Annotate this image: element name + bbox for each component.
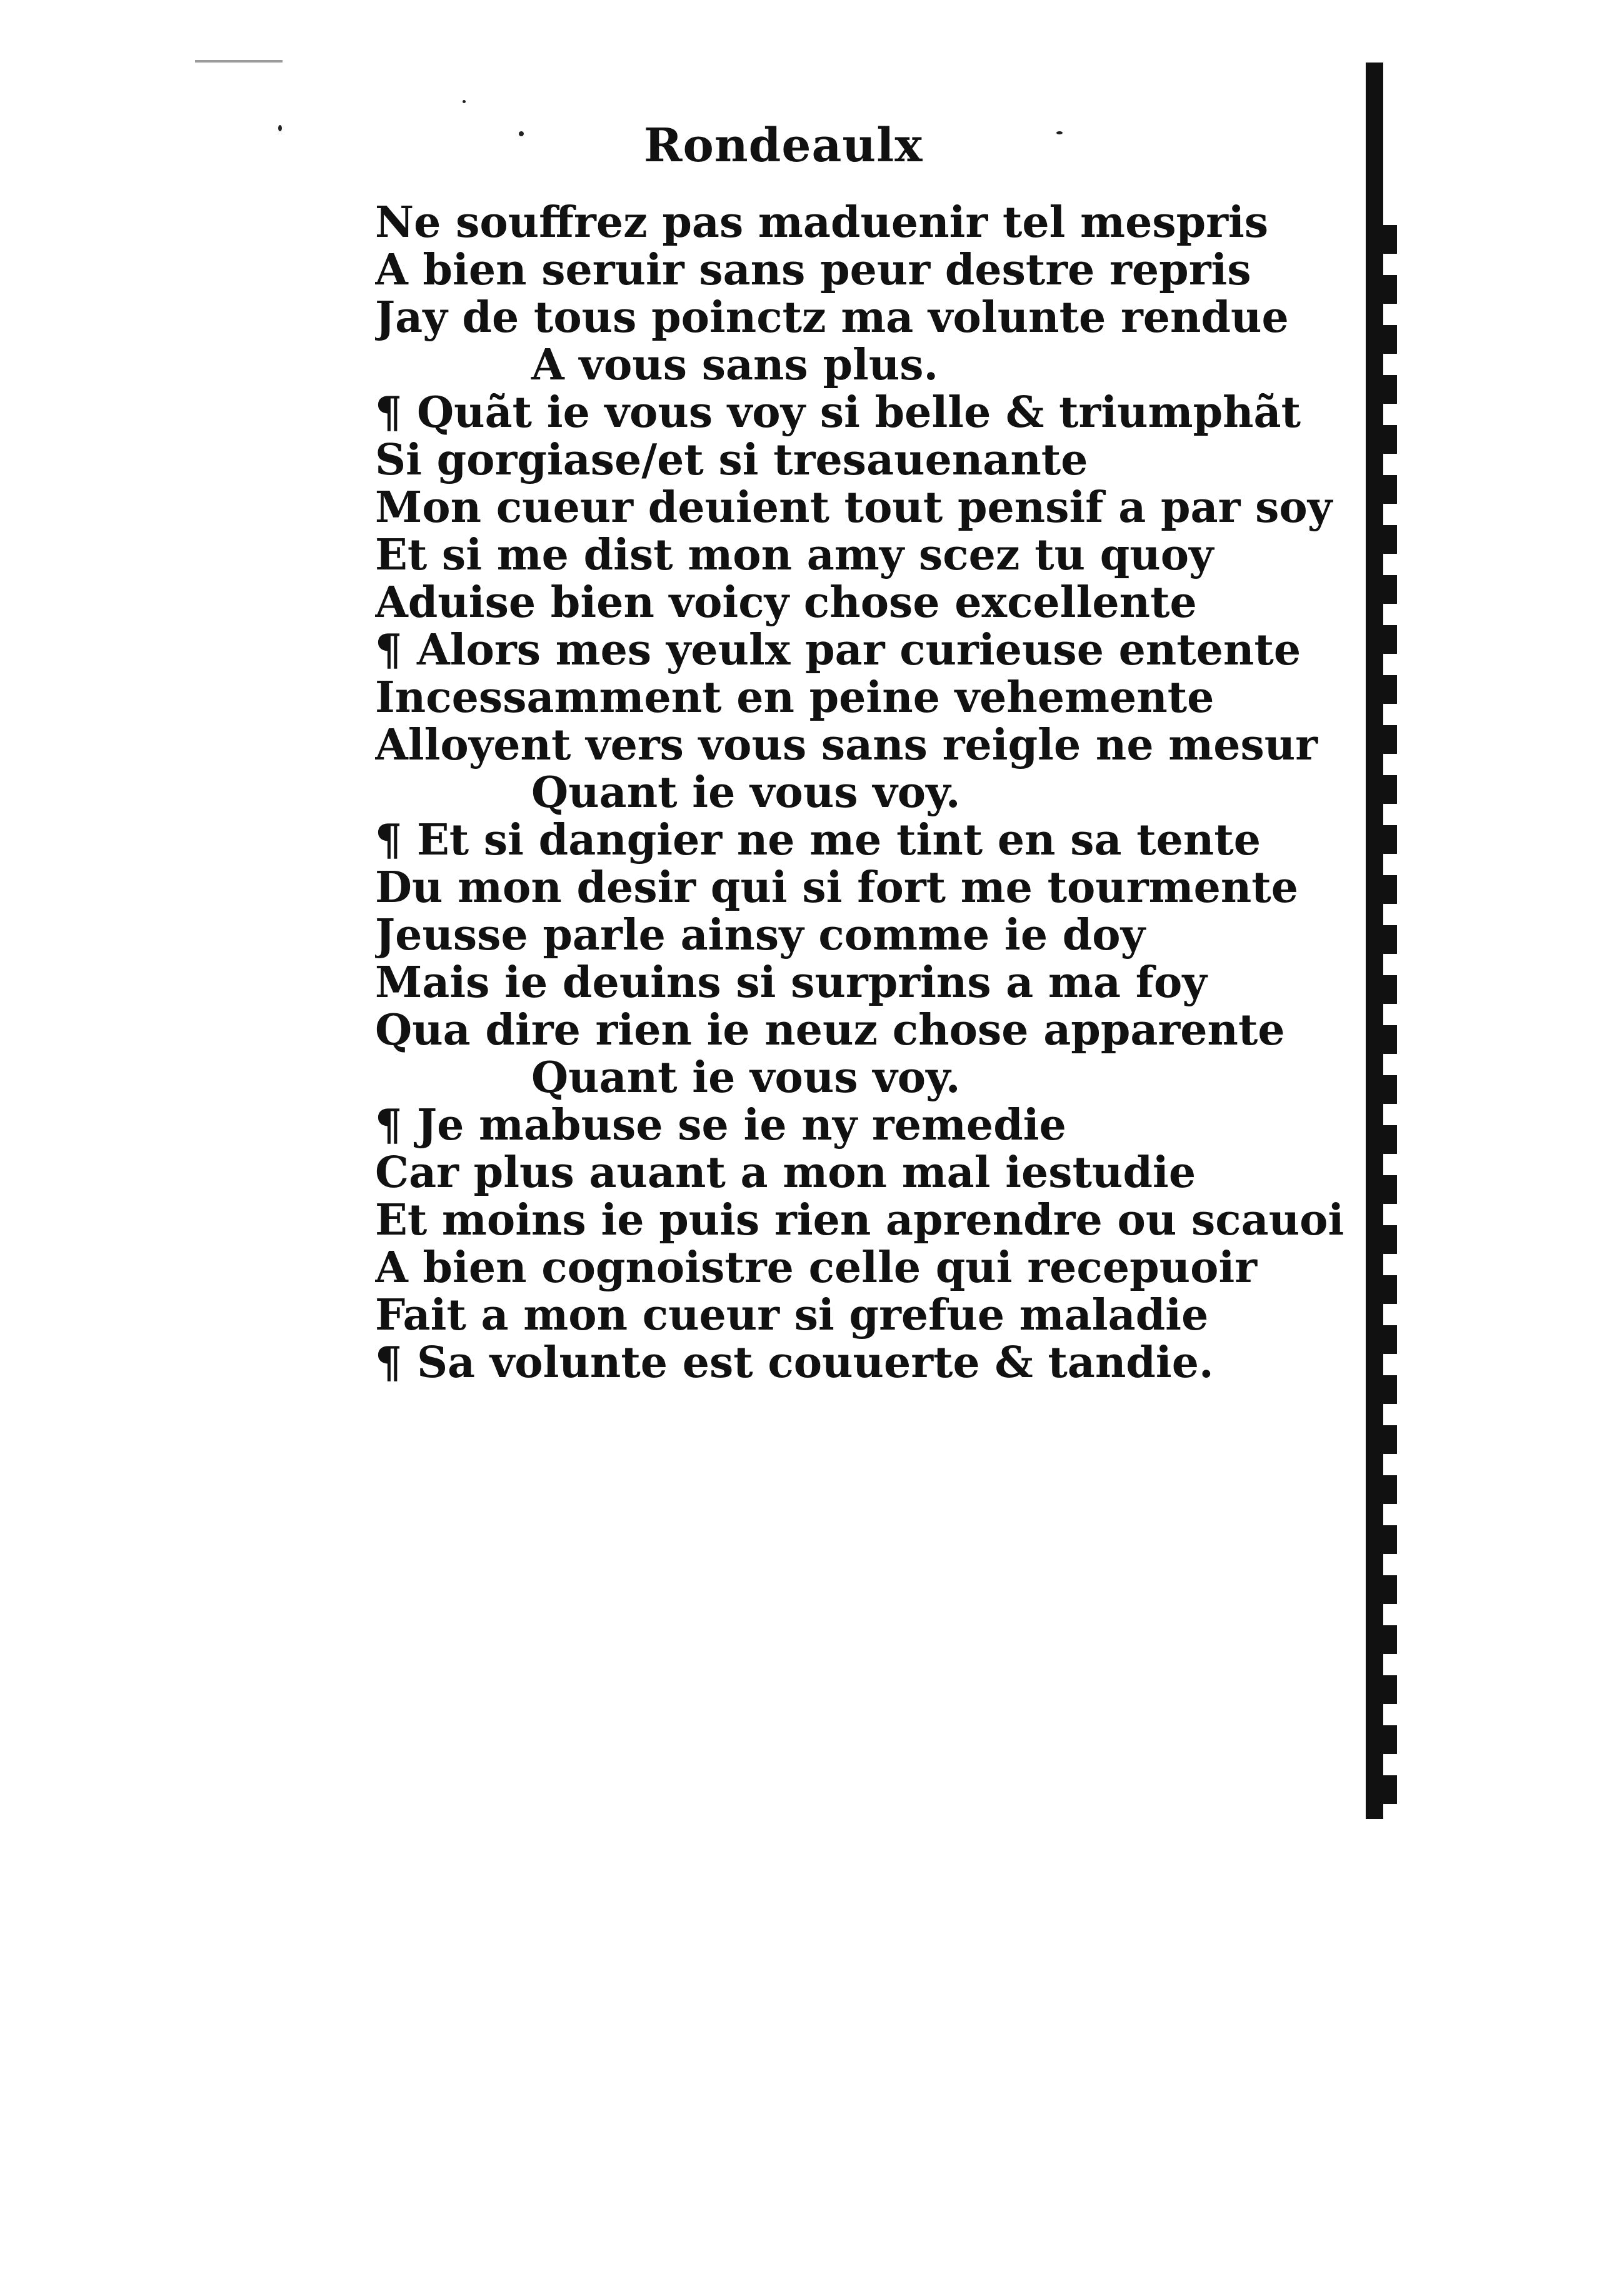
verse-line: Et si me dist mon amy scez tu quoy bbox=[375, 531, 1214, 579]
scan-speck bbox=[1056, 131, 1063, 134]
verse-line: Qua dire rien ie neuz chose apparente bbox=[375, 1006, 1285, 1054]
verse-line: ¶ Je mabuse se ie ny remedie bbox=[375, 1101, 1066, 1149]
poem-body bbox=[375, 199, 1363, 1386]
verse-line: ¶ Quãt ie vous voy si belle & triumphãt bbox=[375, 389, 1301, 436]
verse-line: Car plus auant a mon mal iestudie bbox=[375, 1149, 1196, 1196]
refrain-line: Quant ie vous voy. bbox=[531, 769, 961, 816]
refrain-line: Quant ie vous voy. bbox=[531, 1054, 961, 1101]
verse-line: Jay de tous poinctz ma volunte rendue bbox=[375, 294, 1289, 341]
verse-line: Incessamment en peine vehemente bbox=[375, 674, 1214, 721]
verse-line: Jeusse parle ainsy comme ie doy bbox=[375, 911, 1146, 959]
facing-page-edge bbox=[1383, 225, 1397, 1819]
verse-line: Ne souffrez pas maduenir tel mespris bbox=[375, 199, 1269, 246]
verse-line: ¶ Sa volunte est couuerte & tandie. bbox=[375, 1339, 1214, 1386]
verse-line: Et moins ie puis rien aprendre ou scauoi bbox=[375, 1196, 1344, 1244]
verse-line: Alloyent vers vous sans reigle ne mesur bbox=[375, 721, 1318, 769]
scan-speck bbox=[463, 100, 466, 103]
scan-speck bbox=[519, 131, 524, 136]
page-header: Rondeaulx bbox=[644, 119, 923, 173]
verse-line: Fait a mon cueur si grefue maladie bbox=[375, 1291, 1209, 1339]
refrain-line: A vous sans plus. bbox=[531, 341, 939, 389]
verse-line: ¶ Et si dangier ne me tint en sa tente bbox=[375, 816, 1261, 864]
verse-line: Mais ie deuins si surprins a ma foy bbox=[375, 959, 1207, 1006]
binding-edge bbox=[1366, 63, 1383, 1819]
verse-line: Si gorgiase/et si tresauenante bbox=[375, 436, 1088, 484]
verse-line: ¶ Alors mes yeulx par curieuse entente bbox=[375, 626, 1301, 674]
scan-smudge bbox=[195, 60, 283, 63]
verse-line: Mon cueur deuient tout pensif a par soy bbox=[375, 484, 1333, 531]
scan-speck bbox=[278, 125, 282, 131]
verse-line: A bien cognoistre celle qui recepuoir bbox=[375, 1244, 1258, 1291]
verse-line: Du mon desir qui si fort me tourmente bbox=[375, 864, 1298, 911]
verse-line: A bien seruir sans peur destre repris bbox=[375, 246, 1251, 294]
verse-line: Aduise bien voicy chose excellente bbox=[375, 579, 1197, 626]
